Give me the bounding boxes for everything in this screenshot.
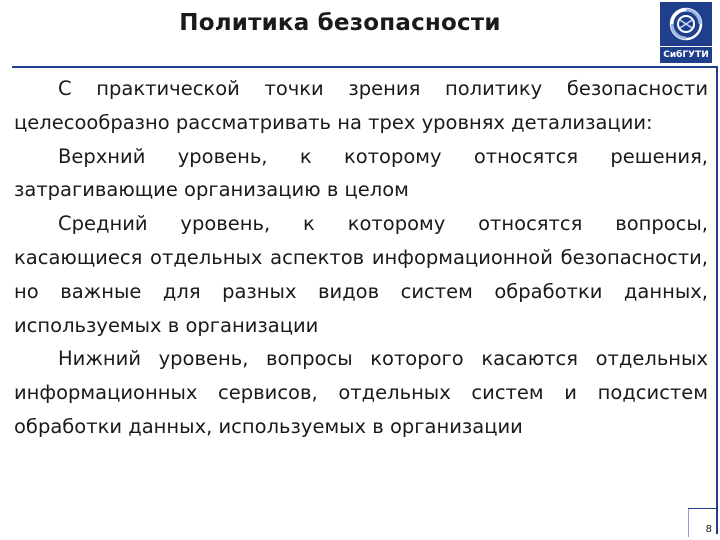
right-border-line — [716, 66, 718, 534]
paragraph-intro: С практической точки зрения политику безопасности целесообразно рассматривать на трех уровнях детализации: — [14, 77, 708, 134]
paragraph-middle-level: Средний уровень, к которому относятся вопросы, касающиеся отдельных аспектов информационной безопасности, но важные для разных видов систем обработки данных, используемых в организации — [14, 212, 708, 337]
logo-label: СибГУТИ — [660, 46, 712, 63]
slide-body — [14, 72, 708, 444]
logo-emblem-icon — [660, 2, 712, 46]
slide-header — [0, 0, 720, 66]
slide-title: Политика безопасности — [179, 10, 501, 36]
paragraph-top-level: Верхний уровень, к которому относятся решения, затрагивающие организацию в целом — [14, 144, 708, 202]
paragraph-bottom-level: Нижний уровень, вопросы которого касаются отдельных информационных сервисов, отдельных систем и подсистем обработки данных, используемых в организации — [14, 347, 708, 438]
university-logo — [660, 2, 712, 64]
header-divider — [12, 66, 716, 68]
page-number-box — [688, 508, 716, 537]
page-number: 8 — [705, 524, 712, 535]
